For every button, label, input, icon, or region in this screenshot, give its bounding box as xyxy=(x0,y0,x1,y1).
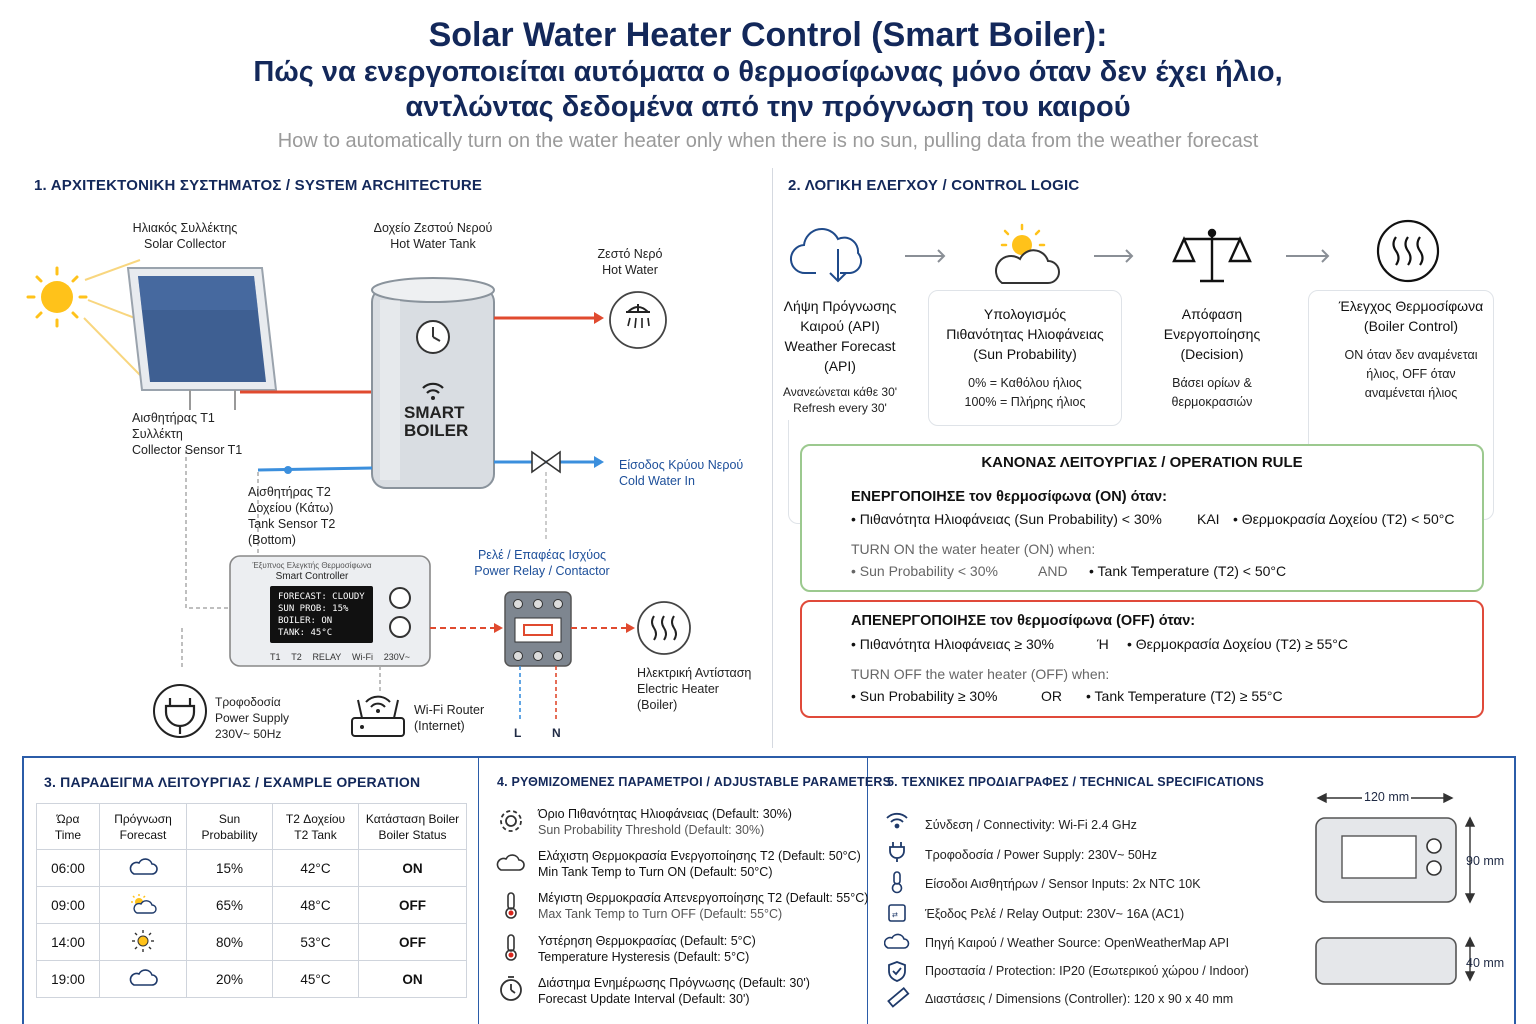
power-relay xyxy=(505,592,571,666)
cold-water-label-en: Cold Water In xyxy=(619,474,695,488)
logic-step-boiler-control: Έλεγχος Θερμοσίφωνα (Boiler Control) ON όταν δεν αναμένεται ήλιος, OFF όταν αναμένεται ήλιος xyxy=(1338,298,1484,400)
sensor-t2-label-4: (Bottom) xyxy=(248,533,296,547)
logic-step-sun-probability: Υπολογισμός Πιθανότητας Ηλιοφάνειας (Sun Probability) 0% = Καθόλου ήλιος 100% = Πλήρης ήλιος xyxy=(946,306,1104,409)
sensor-t1-label-2: Συλλέκτη xyxy=(132,427,183,441)
example-section-title: 3. ΠΑΡΑΔΕΙΓΜΑ ΛΕΙΤΟΥΡΓΙΑΣ / EXAMPLE OPERATION xyxy=(44,774,421,790)
col-time: Ώρα Time xyxy=(37,804,100,850)
status-badge: OFF xyxy=(359,924,467,961)
heater-icon xyxy=(638,602,690,654)
lcd-boiler: BOILER: ON xyxy=(278,616,333,626)
cell-time: 06:00 xyxy=(37,850,100,887)
cloud-icon xyxy=(128,968,158,988)
cell-forecast xyxy=(100,961,187,998)
rule-on-cond2: • Θερμοκρασία Δοχείου (T2) < 50°C xyxy=(1233,511,1455,527)
example-table xyxy=(36,803,467,998)
terminal-t2: T2 xyxy=(291,652,302,662)
logic-icons xyxy=(780,215,1516,295)
page-subtitle-line2: αντλώντας δεδομένα από την πρόγνωση του καιρού xyxy=(405,91,1131,123)
param-hysteresis: Υστέρηση Θερμοκρασίας (Default: 5°C) Temperature Hysteresis (Default: 5°C) xyxy=(538,934,756,964)
rule-on-en-join: AND xyxy=(1038,563,1068,579)
svg-text:⇄: ⇄ xyxy=(892,911,898,919)
rule-off-en-head: TURN OFF the water heater (OFF) when: xyxy=(851,666,1110,682)
terminal-t1: T1 xyxy=(270,652,281,662)
lcd-forecast: FORECAST: CLOUDY xyxy=(278,592,365,602)
power-label-gr: Τροφοδοσία xyxy=(215,695,281,709)
terminal-230v: 230V~ xyxy=(383,652,410,662)
boiler-label-smart: SMART xyxy=(404,403,465,422)
cell-sun-probability: 15% xyxy=(187,850,273,887)
logic-step-decision: Απόφαση Ενεργοποίησης (Decision) Βάσει ορίων & θερμοκρασιών xyxy=(1163,306,1261,409)
spec-protection: Προστασία / Protection: IP20 (Εσωτερικού χώρου / Indoor) xyxy=(925,964,1249,978)
controller-name-gr: Έξυπνος Ελεγκτής Θερμοσίφωνα xyxy=(252,561,372,570)
cell-sun-probability: 65% xyxy=(187,887,273,924)
controller-terminals xyxy=(270,652,410,662)
shield-icon xyxy=(889,962,905,981)
sensor-t2-label-2: Δοχείου (Κάτω) xyxy=(248,501,334,515)
heater-icon xyxy=(1378,221,1438,281)
plug-icon xyxy=(154,685,206,737)
sun-cloud-icon xyxy=(128,893,158,915)
rule-off-join: Ή xyxy=(1097,636,1109,652)
spec-sensors: Είσοδοι Αισθητήρων / Sensor Inputs: 2x NTC 10K xyxy=(925,877,1201,891)
tank-label-en: Hot Water Tank xyxy=(390,237,476,251)
hot-water-label-gr: Ζεστό Νερό xyxy=(597,247,663,261)
param-sun-threshold: Όριο Πιθανότητας Ηλιοφάνειας (Default: 30%) Sun Probability Threshold (Default: 30%) xyxy=(538,807,792,837)
cell-t2: 48°C xyxy=(273,887,359,924)
dim-depth-label: 40 mm xyxy=(1466,956,1505,970)
table-row xyxy=(37,887,467,924)
rule-on-cond1: • Πιθανότητα Ηλιοφάνειας (Sun Probability) < 30% xyxy=(851,511,1162,527)
relay-icon xyxy=(889,905,905,921)
scales-icon xyxy=(1174,229,1250,281)
solar-collector xyxy=(128,268,276,390)
architecture-section-title: 1. ΑΡΧΙΤΕΚΤΟΝΙΚΗ ΣΥΣΤΗΜΑΤΟΣ / SYSTEM ARCHITECTURE xyxy=(34,177,483,194)
table-row xyxy=(37,961,467,998)
col-boiler-status: Κατάσταση Boiler Boiler Status xyxy=(359,804,467,850)
status-badge: ON xyxy=(359,850,467,887)
smart-boiler-tank xyxy=(372,278,494,488)
spec-power: Τροφοδοσία / Power Supply: 230V~ 50Hz xyxy=(925,848,1158,862)
col-t2-tank: T2 Δοχείου T2 Tank xyxy=(273,804,359,850)
heater-label-en: Electric Heater xyxy=(637,682,719,696)
dim-height-label: 90 mm xyxy=(1466,854,1505,868)
cell-sun-probability: 80% xyxy=(187,924,273,961)
rule-off-head: ΑΠΕΝΕΡΓΟΠΟΙΗΣΕ τον θερμοσίφωνα (OFF) όταν: xyxy=(851,613,1196,629)
power-label-en: Power Supply xyxy=(215,711,290,725)
solar-collector-label-gr: Ηλιακός Συλλέκτης xyxy=(132,221,238,235)
boiler-label-boiler: BOILER xyxy=(404,421,469,440)
vertical-divider xyxy=(772,168,773,748)
status-badge: ON xyxy=(359,961,467,998)
rule-title: ΚΑΝΟΝΑΣ ΛΕΙΤΟΥΡΓΙΑΣ / OPERATION RULE xyxy=(981,454,1303,471)
controller-side-view xyxy=(1316,938,1456,984)
controller-lcd xyxy=(270,586,373,643)
thermometer-icon xyxy=(506,935,516,960)
thermometer-icon xyxy=(893,872,902,893)
rule-off-en-join: OR xyxy=(1041,688,1062,704)
power-label-3: 230V~ 50Hz xyxy=(215,727,282,741)
logic-step-forecast: Λήψη Πρόγνωσης Καιρού (API) Weather Forecast (API) Ανανεώνεται κάθε 30' Refresh every 30' xyxy=(782,298,898,415)
logic-section-title: 2. ΛΟΓΙΚΗ ΕΛΕΓΧΟΥ / CONTROL LOGIC xyxy=(788,177,1080,194)
cell-time: 09:00 xyxy=(37,887,100,924)
rule-on-en-cond1: • Sun Probability < 30% xyxy=(851,563,998,579)
table-row xyxy=(37,924,467,961)
spec-connectivity: Σύνδεση / Connectivity: Wi-Fi 2.4 GHz xyxy=(925,818,1137,832)
sun-cloud-icon xyxy=(996,225,1059,283)
rule-on-en-cond2: • Tank Temperature (T2) < 50°C xyxy=(1089,563,1287,579)
param-max-temp: Μέγιστη Θερμοκρασία Απενεργοποίησης T2 (Default: 55°C) Max Tank Temp to Turn OFF (Default: 55°C) xyxy=(538,891,869,921)
hot-water-label-en: Hot Water xyxy=(602,263,658,277)
relay-label-en: Power Relay / Contactor xyxy=(474,564,610,578)
lcd-sun-prob: SUN PROB: 15% xyxy=(278,604,349,614)
page-subtitle-english: How to automatically turn on the water heater only when there is no sun, pulling data from the weather forecast xyxy=(277,130,1259,152)
cell-forecast xyxy=(100,924,187,961)
rule-on-join: ΚΑΙ xyxy=(1197,511,1220,527)
cloud-icon xyxy=(885,934,909,948)
param-update-interval: Διάστημα Ενημέρωσης Πρόγνωσης (Default: 30') Forecast Update Interval (Default: 30') xyxy=(538,976,810,1006)
cloud-icon xyxy=(497,855,524,870)
rule-on-en-head: TURN ON the water heater (ON) when: xyxy=(851,541,1096,557)
heater-label-3: (Boiler) xyxy=(637,698,678,712)
parameter-icons xyxy=(496,805,526,1005)
router-label-1: Wi-Fi Router xyxy=(414,703,485,717)
page-title: Solar Water Heater Control (Smart Boiler): xyxy=(428,16,1108,54)
param-min-temp: Ελάχιστη Θερμοκρασία Ενεργοποίησης T2 (Default: 50°C) Min Tank Temp to Turn ON (Default: 50°C) xyxy=(538,849,861,879)
sensor-t1-label-3: Collector Sensor T1 xyxy=(132,443,243,457)
cell-forecast xyxy=(100,887,187,924)
device-dimension-drawing xyxy=(1300,782,1514,1022)
cell-time: 19:00 xyxy=(37,961,100,998)
sun-icon xyxy=(131,929,155,953)
terminal-relay: RELAY xyxy=(312,652,342,662)
cell-sun-probability: 20% xyxy=(187,961,273,998)
cell-t2: 42°C xyxy=(273,850,359,887)
thermometer-icon xyxy=(506,893,516,918)
plug-icon xyxy=(890,842,904,862)
spec-dimensions: Διαστάσεις / Dimensions (Controller): 120 x 90 x 40 mm xyxy=(925,992,1234,1006)
timer-icon xyxy=(501,977,521,1000)
dim-width-label: 120 mm xyxy=(1364,790,1410,804)
tank-label-gr: Δοχείο Ζεστού Νερού xyxy=(373,221,493,235)
router-label-2: (Internet) xyxy=(414,719,465,733)
router-icon xyxy=(352,697,404,736)
page-subtitle-line1: Πώς να ενεργοποιείται αυτόματα ο θερμοσίφωνας μόνο όταν δεν έχει ήλιο, xyxy=(253,56,1283,88)
heater-label-gr: Ηλεκτρική Αντίσταση xyxy=(637,666,752,680)
ruler-icon xyxy=(888,988,908,1006)
solar-collector-label-en: Solar Collector xyxy=(144,237,226,251)
cell-t2: 45°C xyxy=(273,961,359,998)
spec-relay: Έξοδος Ρελέ / Relay Output: 230V~ 16A (AC1) xyxy=(925,907,1185,921)
col-forecast: Πρόγνωση Forecast xyxy=(100,804,187,850)
cell-t2: 53°C xyxy=(273,924,359,961)
sensor-t2-label-3: Tank Sensor T2 xyxy=(248,517,336,531)
sensor-t1-label-1: Αισθητήρας Τ1 xyxy=(132,411,215,425)
rule-off-en-cond1: • Sun Probability ≥ 30% xyxy=(851,688,998,704)
status-badge: OFF xyxy=(359,887,467,924)
wifi-icon xyxy=(887,814,907,828)
rule-off-cond1: • Πιθανότητα Ηλιοφάνειας ≥ 30% xyxy=(851,636,1054,652)
cold-water-label-gr: Είσοδος Κρύου Νερού xyxy=(619,458,744,472)
shower-icon xyxy=(610,292,666,348)
table-row xyxy=(37,850,467,887)
col-sun-probability: Sun Probability xyxy=(187,804,273,850)
gear-icon xyxy=(501,811,521,831)
rule-on-head: ΕΝΕΡΓΟΠΟΙΗΣΕ τον θερμοσίφωνα (ON) όταν: xyxy=(851,489,1167,505)
terminal-wifi: Wi-Fi xyxy=(352,652,373,662)
controller-name-en: Smart Controller xyxy=(275,571,349,582)
rule-off-en-cond2: • Tank Temperature (T2) ≥ 55°C xyxy=(1086,688,1283,704)
rule-off-cond2: • Θερμοκρασία Δοχείου (T2) ≥ 55°C xyxy=(1127,636,1348,652)
lcd-tank: TANK: 45°C xyxy=(278,628,333,638)
cloud-download-icon xyxy=(791,229,861,281)
valve-icon xyxy=(532,452,560,472)
specs-section-title: 5. ΤΕΧΝΙΚΕΣ ΠΡΟΔΙΑΓΡΑΦΕΣ / TECHNICAL SPECIFICATIONS xyxy=(887,775,1265,789)
spec-icons xyxy=(884,808,910,1008)
horizontal-divider xyxy=(22,756,1516,758)
relay-terminal-l: L xyxy=(514,726,522,740)
cloud-icon xyxy=(128,857,158,877)
sensor-t2-label-1: Αισθητήρας Τ2 xyxy=(248,485,331,499)
cell-time: 14:00 xyxy=(37,924,100,961)
sun-icon xyxy=(28,268,86,326)
relay-terminal-n: N xyxy=(552,726,561,740)
parameters-section-title: 4. ΡΥΘΜΙΖΟΜΕΝΕΣ ΠΑΡΑΜΕΤΡΟΙ / ADJUSTABLE PARAMETERS xyxy=(497,775,892,789)
cell-forecast xyxy=(100,850,187,887)
spec-weather-source: Πηγή Καιρού / Weather Source: OpenWeatherMap API xyxy=(925,936,1230,950)
relay-label-gr: Ρελέ / Επαφέας Ισχύος xyxy=(477,548,607,562)
